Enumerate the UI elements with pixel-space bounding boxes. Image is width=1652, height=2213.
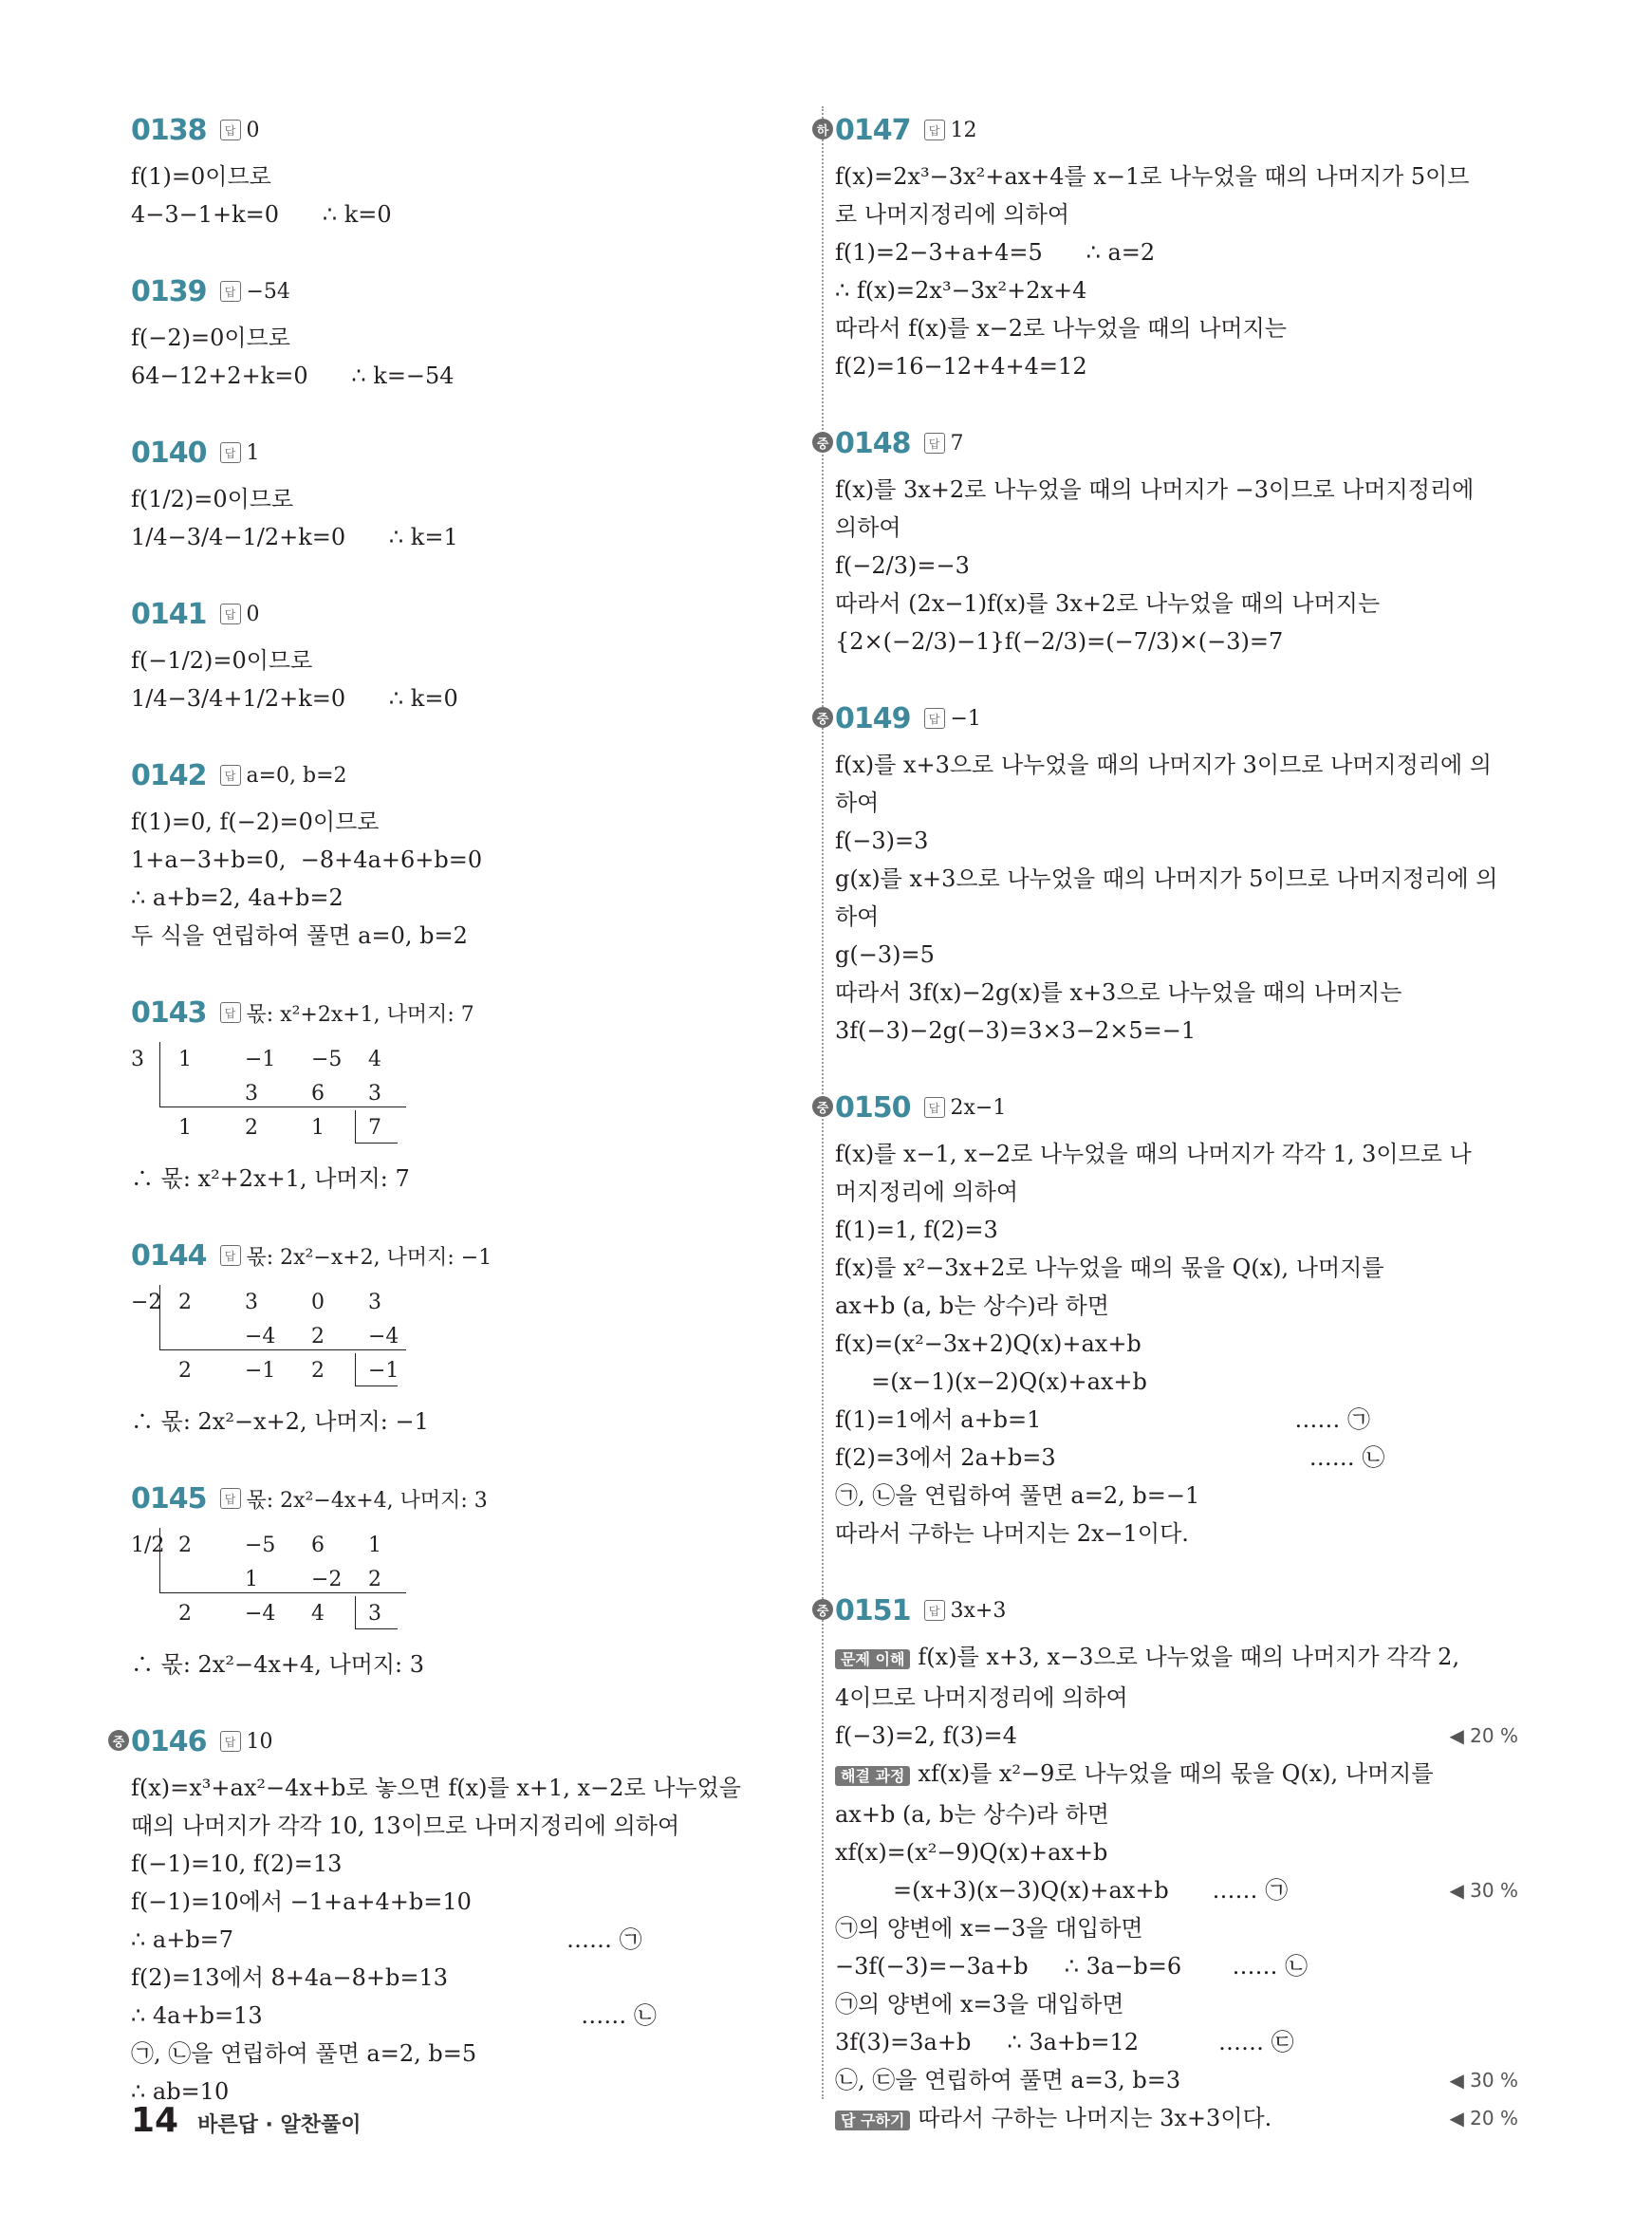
solution-line: g(−3)=5	[835, 941, 935, 968]
divisor: 3	[131, 1048, 144, 1071]
answer-icon: 답	[220, 1731, 241, 1752]
answer-icon: 답	[220, 604, 241, 624]
answer-icon: 답	[220, 1002, 241, 1023]
solution-line: g(x)를 x+3으로 나누었을 때의 나머지가 5이므로 나머지정리에 의	[835, 865, 1498, 892]
solution-line: ax+b (a, b는 상수)라 하면	[835, 1292, 1109, 1319]
stage-label: 답 구하기	[835, 2111, 910, 2130]
left-column	[112, 106, 795, 2145]
solution-line	[835, 1985, 1518, 2023]
solution-line: ∴ 4a+b=13 …… ㉡	[131, 2002, 657, 2029]
solution-line: 따라서 (2x−1)f(x)를 3x+2로 나누었을 때의 나머지는	[835, 590, 1381, 617]
solution-line: ∴ f(x)=2x³−3x²+2x+4	[835, 277, 1087, 304]
conclusion-line: ∴ 몫: 2x²−x+2, 나머지: −1	[131, 1408, 429, 1435]
problem-header	[112, 1718, 795, 1765]
syn-cell: −5	[245, 1534, 276, 1557]
solution-line: ∴ a+b=7 …… ㉠	[131, 1926, 642, 1953]
solution-line: f(−1)=10에서 −1+a+4+b=10	[131, 1888, 472, 1915]
solution-line: f(1)=2−3+a+4=5 ∴ a=2	[835, 239, 1156, 266]
problem-number: 0139	[131, 274, 207, 308]
syn-cell: 4	[311, 1602, 325, 1626]
difficulty-badge: 하	[812, 119, 833, 139]
problem-block	[131, 1475, 795, 1683]
answer-value: 1	[246, 440, 260, 465]
syn-cell: 3	[368, 1082, 381, 1106]
answer-icon: 답	[220, 1488, 241, 1509]
syn-cell: 2	[178, 1359, 192, 1383]
problem-block	[816, 419, 1518, 660]
solution-line: f(x)를 x+3으로 나누었을 때의 나머지가 3이므로 나머지정리에 의	[835, 752, 1492, 778]
syn-vertical-line	[159, 1042, 160, 1106]
problem-header	[131, 106, 795, 154]
answer-value: 몫: 2x²−4x+4, 나머지: 3	[246, 1488, 488, 1513]
syn-cell: 2	[178, 1534, 192, 1557]
syn-cell: 2	[245, 1116, 258, 1140]
solution-line: f(x)=(x²−3x+2)Q(x)+ax+b	[835, 1330, 1142, 1357]
difficulty-badge: 중	[108, 1730, 129, 1751]
answer-icon: 답	[924, 1097, 945, 1118]
problem-number: 0150	[835, 1090, 911, 1125]
synthetic-division	[131, 1042, 795, 1152]
problem-number: 0147	[835, 113, 911, 147]
solution-line: f(1/2)=0이므로	[131, 486, 294, 512]
problem-block	[816, 1084, 1518, 1553]
solution-line	[835, 1871, 1518, 1909]
solution-line: f(−1)=10, f(2)=13	[131, 1850, 343, 1877]
solution-line	[835, 1909, 1518, 1947]
step-text: ㉡, ㉢을 연립하여 풀면 a=3, b=3	[835, 2067, 1181, 2093]
syn-cell: 6	[311, 1082, 325, 1106]
solution-line: f(−3)=3	[835, 828, 929, 854]
syn-cell: 0	[311, 1291, 325, 1314]
score-percent: ◀ 30 %	[1449, 2069, 1518, 2092]
syn-cell: −5	[311, 1048, 343, 1071]
problem-number: 0145	[131, 1481, 207, 1516]
solution-line: f(2)=16−12+4+4=12	[835, 353, 1087, 380]
solution-line: 따라서 구하는 나머지는 2x−1이다.	[835, 1520, 1189, 1547]
syn-vertical-line	[159, 1285, 160, 1349]
problem-block	[131, 752, 795, 955]
problem-block	[816, 106, 1518, 385]
stage-label: 문제 이해	[835, 1649, 910, 1669]
difficulty-badge: 중	[812, 432, 833, 453]
answer-icon: 답	[924, 1600, 945, 1621]
difficulty-badge: 중	[812, 1096, 833, 1117]
problem-header	[131, 1232, 795, 1279]
syn-cell: 1	[178, 1048, 192, 1071]
problem-number: 0141	[131, 597, 207, 631]
problem-block	[131, 429, 795, 556]
answer-value: −54	[246, 279, 290, 304]
answer-icon: 답	[924, 120, 945, 140]
page-footer	[131, 2101, 362, 2140]
syn-cell: −1	[245, 1048, 276, 1071]
answer-value: 10	[246, 1729, 273, 1754]
syn-cell: −4	[245, 1325, 276, 1348]
score-percent: ◀ 30 %	[1449, 1879, 1518, 1902]
answer-value: −1	[950, 706, 981, 731]
problem-number: 0151	[835, 1593, 911, 1627]
solution-line: f(x)=2x³−3x²+ax+4를 x−1로 나누었을 때의 나머지가 5이므	[835, 163, 1470, 190]
book-title: 바른답 · 알찬풀이	[197, 2113, 362, 2137]
answer-value: 0	[246, 602, 260, 626]
problem-block	[816, 695, 1518, 1050]
solution-line: 따라서 3f(x)−2g(x)를 x+3으로 나누었을 때의 나머지는	[835, 979, 1402, 1006]
problem-header	[816, 419, 1518, 467]
solution-line: f(−2/3)=−3	[835, 552, 970, 579]
solution-line: f(1)=0, f(−2)=0이므로	[131, 809, 380, 835]
synthetic-division	[131, 1285, 795, 1395]
step-text: f(−3)=2, f(3)=4	[835, 1722, 1017, 1749]
solution-line: 1/4−3/4+1/2+k=0 ∴ k=0	[131, 685, 458, 712]
answer-value: 0	[246, 118, 260, 142]
problem-block	[131, 268, 795, 395]
remainder-box	[355, 1596, 398, 1629]
score-percent: ◀ 20 %	[1449, 1724, 1518, 1747]
solution-line: 때의 나머지가 각각 10, 13이므로 나머지정리에 의하여	[131, 1813, 680, 1839]
solution-line: ㉠, ㉡을 연립하여 풀면 a=2, b=−1	[835, 1482, 1200, 1509]
answer-icon: 답	[924, 708, 945, 729]
answer-icon: 답	[220, 281, 241, 302]
syn-cell: 2	[311, 1325, 325, 1348]
problem-number: 0142	[131, 758, 207, 792]
problem-header	[816, 695, 1518, 742]
problem-block	[131, 590, 795, 717]
problem-header	[816, 106, 1518, 154]
syn-cell: 2	[311, 1359, 325, 1383]
solution-line: f(1)=0이므로	[131, 163, 271, 190]
problem-number: 0138	[131, 113, 207, 147]
syn-cell: 6	[311, 1534, 325, 1557]
divisor: −2	[131, 1291, 162, 1314]
solution-line: 64−12+2+k=0 ∴ k=−54	[131, 363, 455, 389]
solution-line	[835, 1755, 1518, 1795]
syn-cell: 7	[368, 1116, 381, 1140]
syn-cell: −1	[368, 1359, 399, 1383]
answer-value: 몫: x²+2x+1, 나머지: 7	[246, 1002, 474, 1027]
problem-number: 0143	[131, 995, 207, 1030]
step-text: 3f(3)=3a+b ∴ 3a+b=12 …… ㉢	[835, 2029, 1294, 2055]
solution-line	[835, 1638, 1518, 1679]
solution-line: f(x)를 x²−3x+2로 나누었을 때의 몫을 Q(x), 나머지를	[835, 1255, 1384, 1281]
score-percent: ◀ 20 %	[1449, 2107, 1518, 2129]
difficulty-badge: 중	[812, 1599, 833, 1620]
problem-block	[816, 1587, 1518, 2140]
syn-cell: 3	[368, 1602, 381, 1626]
right-column	[816, 106, 1518, 2174]
syn-cell: 2	[178, 1602, 192, 1626]
syn-cell: −1	[245, 1359, 276, 1383]
syn-cell: −4	[245, 1602, 276, 1626]
solution-line: f(−1/2)=0이므로	[131, 647, 313, 674]
solution-line: 1+a−3+b=0, −8+4a+6+b=0	[131, 846, 483, 873]
answer-value: 3x+3	[950, 1598, 1007, 1623]
step-text: −3f(−3)=−3a+b ∴ 3a−b=6 …… ㉡	[835, 1953, 1309, 1980]
step-text: ax+b (a, b는 상수)라 하면	[835, 1801, 1109, 1828]
remainder-box	[355, 1110, 398, 1144]
syn-cell: 1	[368, 1534, 381, 1557]
problem-number: 0149	[835, 701, 911, 735]
solution-line: ∴ ab=10	[131, 2078, 230, 2105]
difficulty-badge: 중	[812, 707, 833, 728]
solution-line: ㉠, ㉡을 연립하여 풀면 a=2, b=5	[131, 2040, 477, 2067]
problem-header	[131, 268, 795, 315]
solution-line: 두 식을 연립하여 풀면 a=0, b=2	[131, 922, 468, 949]
solution-line: 4−3−1+k=0 ∴ k=0	[131, 201, 392, 228]
syn-cell: 1	[178, 1116, 192, 1140]
problem-block	[131, 989, 795, 1198]
step-text: =(x+3)(x−3)Q(x)+ax+b …… ㉠	[835, 1877, 1289, 1904]
solution-line: f(1)=1, f(2)=3	[835, 1217, 998, 1243]
syn-cell: 3	[245, 1291, 258, 1314]
syn-cell: −4	[368, 1325, 399, 1348]
problem-header	[131, 1475, 795, 1522]
syn-cell: 1	[311, 1116, 325, 1140]
solution-line	[835, 1833, 1518, 1871]
solution-line: f(2)=3에서 2a+b=3 …… ㉡	[835, 1444, 1385, 1471]
solution-line: {2×(−2/3)−1}f(−2/3)=(−7/3)×(−3)=7	[835, 628, 1284, 655]
problem-number: 0148	[835, 426, 911, 460]
step-text: xf(x)를 x²−9로 나누었을 때의 몫을 Q(x), 나머지를	[918, 1760, 1434, 1787]
solution-line: 하여	[835, 790, 880, 816]
answer-value: a=0, b=2	[246, 763, 347, 788]
step-text: f(x)를 x+3, x−3으로 나누었을 때의 나머지가 각각 2,	[918, 1644, 1460, 1670]
solution-line	[835, 2061, 1518, 2099]
divisor: 1/2	[131, 1534, 165, 1557]
answer-icon: 답	[220, 1245, 241, 1266]
solution-line: f(−2)=0이므로	[131, 325, 290, 351]
problem-block	[131, 1232, 795, 1441]
remainder-box	[355, 1353, 398, 1386]
solution-line: 따라서 f(x)를 x−2로 나누었을 때의 나머지는	[835, 315, 1287, 342]
syn-cell: 2	[368, 1568, 381, 1591]
solution-line	[835, 2099, 1518, 2140]
solution-line: f(x)=x³+ax²−4x+b로 놓으면 f(x)를 x+1, x−2로 나누었을	[131, 1775, 741, 1801]
problem-header	[131, 752, 795, 799]
problem-number: 0140	[131, 436, 207, 470]
solution-line: ∴ a+b=2, 4a+b=2	[131, 884, 343, 911]
solution-line	[835, 2023, 1518, 2061]
step-text: 4이므로 나머지정리에 의하여	[835, 1684, 1128, 1711]
answer-icon: 답	[220, 120, 241, 140]
solution-line: =(x−1)(x−2)Q(x)+ax+b	[835, 1368, 1147, 1395]
solution-line: 하여	[835, 903, 880, 930]
problem-header	[131, 429, 795, 476]
syn-cell: 3	[245, 1082, 258, 1106]
solution-line: 로 나머지정리에 의하여	[835, 201, 1070, 228]
page-number: 14	[131, 2101, 179, 2140]
solution-line	[835, 1717, 1518, 1755]
conclusion-line: ∴ 몫: x²+2x+1, 나머지: 7	[131, 1165, 410, 1192]
problem-header	[816, 1084, 1518, 1131]
solution-line: 3f(−3)−2g(−3)=3×3−2×5=−1	[835, 1017, 1197, 1044]
synthetic-division	[131, 1528, 795, 1638]
answer-icon: 답	[924, 433, 945, 454]
solution-line	[835, 1947, 1518, 1985]
syn-vertical-line	[159, 1528, 160, 1592]
step-text: ㉠의 양변에 x=−3을 대입하면	[835, 1915, 1143, 1942]
syn-horizontal-line	[159, 1592, 406, 1593]
problem-header	[131, 590, 795, 638]
syn-cell: 1	[245, 1568, 258, 1591]
answer-value: 12	[950, 118, 977, 142]
step-text: ㉠의 양변에 x=3을 대입하면	[835, 1991, 1124, 2018]
solution-line: f(2)=13에서 8+4a−8+b=13	[131, 1964, 448, 1991]
solution-line: f(1)=1에서 a+b=1 …… ㉠	[835, 1406, 1371, 1433]
answer-value: 7	[950, 431, 964, 456]
problem-header	[131, 989, 795, 1036]
answer-value: 2x−1	[950, 1095, 1007, 1120]
step-text: xf(x)=(x²−9)Q(x)+ax+b	[835, 1839, 1108, 1866]
solution-line: f(x)를 3x+2로 나누었을 때의 나머지가 −3이므로 나머지정리에	[835, 476, 1475, 503]
problem-number: 0146	[131, 1724, 207, 1758]
solution-line	[835, 1795, 1518, 1833]
solution-line: 의하여	[835, 514, 901, 541]
syn-cell: 3	[368, 1291, 381, 1314]
syn-horizontal-line	[159, 1349, 406, 1350]
problem-block	[112, 1718, 795, 2111]
solution-line	[835, 1679, 1518, 1717]
problem-block	[131, 106, 795, 233]
answer-value: 몫: 2x²−x+2, 나머지: −1	[246, 1245, 492, 1270]
solution-line: 머지정리에 의하여	[835, 1179, 1019, 1205]
problem-number: 0144	[131, 1238, 207, 1273]
problem-header	[816, 1587, 1518, 1634]
stage-label: 해결 과정	[835, 1766, 910, 1786]
syn-cell: 4	[368, 1048, 381, 1071]
answer-icon: 답	[220, 765, 241, 786]
syn-cell: 2	[178, 1291, 192, 1314]
answer-icon: 답	[220, 442, 241, 463]
conclusion-line: ∴ 몫: 2x²−4x+4, 나머지: 3	[131, 1651, 425, 1678]
syn-cell: −2	[311, 1568, 343, 1591]
solution-line: 1/4−3/4−1/2+k=0 ∴ k=1	[131, 524, 458, 550]
step-text: 따라서 구하는 나머지는 3x+3이다.	[918, 2105, 1272, 2131]
solution-line: f(x)를 x−1, x−2로 나누었을 때의 나머지가 각각 1, 3이므로 나	[835, 1141, 1472, 1167]
syn-horizontal-line	[159, 1106, 406, 1107]
